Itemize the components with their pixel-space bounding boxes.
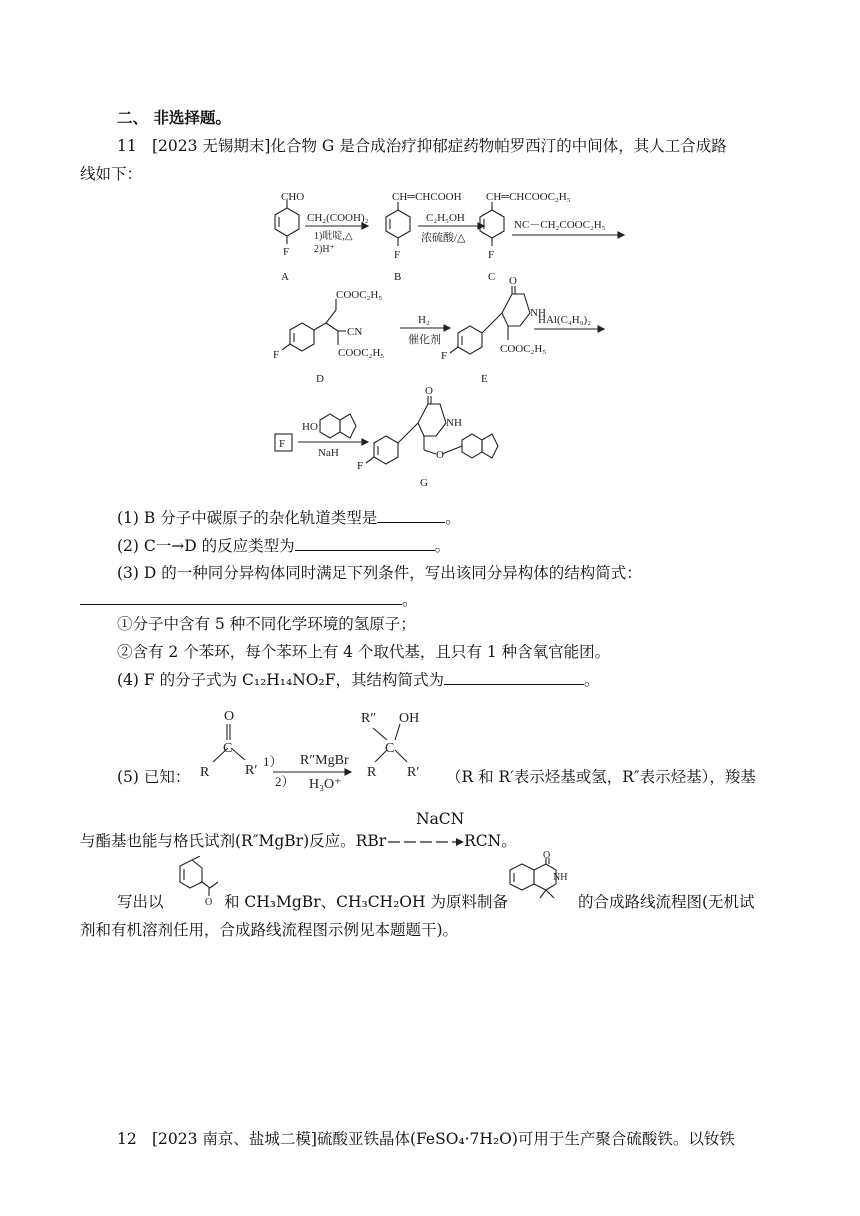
r1-bot2: 2)H⁺	[314, 244, 335, 255]
label-b: B	[394, 271, 402, 283]
kr-h3o: H₃O⁺	[309, 777, 342, 792]
q11-stem-line1: [2023 无锡期末]化合物 G 是合成治疗抑郁症药物帕罗西汀的中间体，其人工合成路	[152, 137, 727, 155]
label-e: E	[481, 373, 488, 385]
b-chain: CH═CHCOOH	[392, 191, 462, 203]
kr-r: R	[200, 765, 210, 780]
label-a: A	[281, 271, 289, 283]
kr-r2: R″	[361, 711, 377, 726]
nacn-label: NaCN	[416, 810, 465, 828]
q11-part5-line3b: 和 CH₃MgBr、CH₃CH₂OH 为原料制备	[224, 893, 508, 911]
kr-o: O	[224, 709, 235, 724]
r1-bot1: 1)吡啶,△	[314, 231, 353, 242]
ortho-methyl-acetophenone	[166, 856, 218, 906]
kr-c: C	[223, 741, 233, 756]
r1-top: CH₂(COOH)₂	[307, 212, 369, 224]
q11-part5-line4: 剂和有机溶剂任用，合成路线流程图示例见本题题干)。	[80, 921, 459, 939]
r3-top: NC－CH₂COOC₂H₅	[514, 219, 606, 231]
kr-r1b: R′	[407, 765, 420, 780]
g-ether-o: O	[436, 449, 444, 461]
q11-part3: (3) D 的一种同分异构体同时满足下列条件，写出该同分异构体的结构简式：	[117, 564, 642, 582]
r4-top: H₂	[418, 314, 430, 326]
c-chain: CH═CHCOOC₂H₅	[486, 191, 571, 203]
kr-step2: 2）	[275, 774, 295, 789]
f-box-label: F	[279, 438, 286, 450]
r6-reagent: HO	[302, 421, 318, 433]
q11-part1: (1) B 分子中碳原子的杂化轨道类型是 。	[117, 509, 461, 527]
e-o: O	[509, 275, 517, 287]
d-cooet2: COOC₂H₅	[338, 347, 385, 359]
section-title: 二、 非选择题。	[117, 108, 231, 127]
d-cooet1: COOC₂H₅	[336, 289, 383, 301]
kr-oh: OH	[399, 711, 420, 726]
d-f: F	[273, 349, 280, 361]
r6-bot: NaH	[318, 447, 339, 459]
g-nh: NH	[446, 417, 462, 429]
lactam-nh: NH	[553, 872, 568, 883]
q11-part5-line3a: 写出以	[117, 893, 164, 911]
r2-top: C₂H₅OH	[426, 212, 465, 224]
e-f: F	[441, 350, 448, 362]
answer-blank-3[interactable]	[80, 589, 402, 605]
r4-bot: 催化剂	[408, 334, 441, 346]
q11-part5-line2: 与酯基也能与格氏试剂(R″MgBr)反应。RBr RCN。	[80, 832, 517, 850]
q11-part3-answer: 。	[80, 589, 418, 610]
e-cooet: COOC₂H₅	[500, 343, 547, 355]
long-arrow	[386, 835, 464, 849]
q11-part5-note: （R 和 R′表示烃基或氢，R″表示烃基），羧基	[446, 768, 756, 786]
b-f: F	[394, 249, 401, 261]
q11-part5-prefix: (5) 已知：	[117, 768, 191, 786]
label-g: G	[420, 477, 428, 488]
q11-part5-line3c: 的合成路线流程图(无机试	[578, 893, 755, 911]
kr-rb: R	[367, 765, 377, 780]
c-f: F	[488, 249, 495, 261]
a-f: F	[283, 246, 290, 258]
answer-blank-1[interactable]	[377, 507, 445, 523]
q11-condition2: ②含有 2 个苯环，每个苯环上有 4 个取代基，且只有 1 种含氧官能团。	[117, 643, 611, 661]
label-d: D	[316, 373, 324, 385]
r2-bot: 浓硫酸/△	[421, 232, 466, 244]
a-cho: CHO	[281, 191, 305, 203]
r5-top: HAl(C₄H₉)₂	[538, 314, 592, 326]
d-cn: CN	[347, 326, 363, 338]
known-reaction	[195, 700, 455, 792]
g-f: F	[357, 460, 364, 472]
kr-step1: 1）	[263, 754, 283, 769]
q11-part2: (2) C一→D 的反应类型为 。	[117, 537, 451, 555]
q12-number: 12	[117, 1130, 137, 1148]
kr-rmgbr: R″MgBr	[300, 753, 349, 768]
synthesis-scheme	[0, 188, 860, 488]
q11-condition1: ①分子中含有 5 种不同化学环境的氢原子；	[117, 615, 416, 633]
q11-stem-line2: 线如下：	[80, 165, 143, 183]
target-lactam	[506, 850, 572, 912]
acetyl-o: O	[205, 897, 213, 906]
kr-c2: C	[385, 741, 395, 756]
q11-part4: (4) F 的分子式为 C₁₂H₁₄NO₂F，其结构简式为 。	[117, 671, 600, 689]
lactam-o: O	[543, 850, 551, 861]
answer-blank-2[interactable]	[295, 535, 435, 551]
answer-blank-4[interactable]	[444, 669, 584, 685]
e-nh: NH	[530, 307, 546, 319]
g-o: O	[425, 385, 433, 397]
label-c: C	[488, 271, 496, 283]
q12-stem: [2023 南京、盐城二模]硫酸亚铁晶体(FeSO₄·7H₂O)可用于生产聚合硫酸铁。以钕铁	[152, 1130, 735, 1148]
q11-number: 11	[117, 137, 137, 155]
kr-r1: R′	[245, 763, 258, 778]
